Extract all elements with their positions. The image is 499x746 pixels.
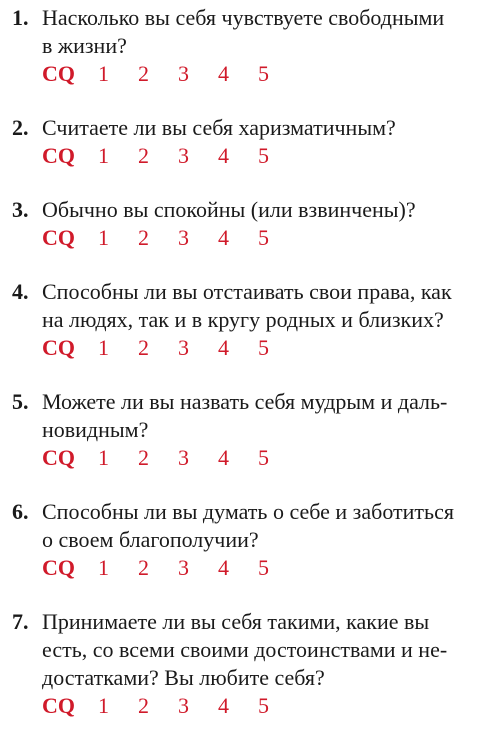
scale-option-3[interactable]: 3 — [178, 225, 189, 250]
rating-scale — [12, 334, 499, 362]
scale-option-1[interactable]: 1 — [98, 335, 109, 360]
scale-option-2[interactable]: 2 — [138, 445, 149, 470]
scale-option-5[interactable]: 5 — [258, 693, 269, 718]
scale-option-5[interactable]: 5 — [258, 61, 269, 86]
question-text-continued: есть, со всеми своими достоинствами и не- — [42, 637, 448, 662]
scale-option-5[interactable]: 5 — [258, 555, 269, 580]
scale-option-1[interactable]: 1 — [98, 693, 109, 718]
scale-option-5[interactable]: 5 — [258, 225, 269, 250]
rating-scale — [12, 444, 499, 472]
question-text: Принимаете ли вы себя такими, какие вы — [42, 609, 430, 634]
rating-scale — [12, 142, 499, 170]
question-3-line-1 — [12, 196, 499, 224]
scale-label: CQ — [42, 445, 75, 470]
question-4-line-1 — [12, 278, 499, 306]
question-3 — [12, 196, 499, 252]
scale-option-2[interactable]: 2 — [138, 693, 149, 718]
scale-label: CQ — [42, 335, 75, 360]
question-number: 5. — [12, 389, 29, 414]
scale-option-3[interactable]: 3 — [178, 693, 189, 718]
question-number: 6. — [12, 499, 29, 524]
question-6 — [12, 498, 499, 582]
scale-option-3[interactable]: 3 — [178, 61, 189, 86]
scale-option-1[interactable]: 1 — [98, 61, 109, 86]
scale-label: CQ — [42, 555, 75, 580]
scale-option-2[interactable]: 2 — [138, 61, 149, 86]
question-number: 2. — [12, 115, 29, 140]
question-number: 1. — [12, 5, 29, 30]
scale-label: CQ — [42, 693, 75, 718]
scale-option-2[interactable]: 2 — [138, 335, 149, 360]
scale-label: CQ — [42, 225, 75, 250]
question-2 — [12, 114, 499, 170]
scale-option-2[interactable]: 2 — [138, 143, 149, 168]
scale-option-4[interactable]: 4 — [218, 445, 229, 470]
scale-option-4[interactable]: 4 — [218, 61, 229, 86]
question-text-continued: в жизни? — [42, 33, 127, 58]
question-number: 4. — [12, 279, 29, 304]
scale-label: CQ — [42, 143, 75, 168]
scale-option-3[interactable]: 3 — [178, 445, 189, 470]
question-7-line-1 — [12, 608, 499, 636]
question-7 — [12, 608, 499, 720]
scale-option-4[interactable]: 4 — [218, 555, 229, 580]
scale-option-1[interactable]: 1 — [98, 555, 109, 580]
question-text-continued: новидным? — [42, 417, 149, 442]
scale-option-1[interactable]: 1 — [98, 225, 109, 250]
question-text: Способны ли вы думать о себе и заботиться — [42, 499, 454, 524]
scale-option-5[interactable]: 5 — [258, 335, 269, 360]
scale-option-4[interactable]: 4 — [218, 143, 229, 168]
scale-option-3[interactable]: 3 — [178, 143, 189, 168]
scale-label: CQ — [42, 61, 75, 86]
rating-scale — [12, 692, 499, 720]
question-text: Насколько вы себя чувствуете свободными — [42, 5, 445, 30]
scale-option-4[interactable]: 4 — [218, 225, 229, 250]
rating-scale — [12, 554, 499, 582]
question-text: Можете ли вы назвать себя мудрым и даль- — [42, 389, 448, 414]
question-5-line-1 — [12, 388, 499, 416]
rating-scale — [12, 224, 499, 252]
scale-option-3[interactable]: 3 — [178, 335, 189, 360]
question-6-line-1 — [12, 498, 499, 526]
question-number: 3. — [12, 197, 29, 222]
scale-option-4[interactable]: 4 — [218, 693, 229, 718]
question-1-line-1 — [12, 4, 499, 32]
question-1 — [12, 4, 499, 88]
scale-option-5[interactable]: 5 — [258, 445, 269, 470]
question-text: Обычно вы спокойны (или взвинчены)? — [42, 197, 416, 222]
question-text-continued: о своем благополучии? — [42, 527, 259, 552]
scale-option-2[interactable]: 2 — [138, 555, 149, 580]
scale-option-2[interactable]: 2 — [138, 225, 149, 250]
question-5 — [12, 388, 499, 472]
scale-option-1[interactable]: 1 — [98, 445, 109, 470]
question-text: Способны ли вы отстаивать свои права, как — [42, 279, 452, 304]
question-4 — [12, 278, 499, 362]
question-text: Считаете ли вы себя харизматичным? — [42, 115, 396, 140]
scale-option-4[interactable]: 4 — [218, 335, 229, 360]
rating-scale — [12, 60, 499, 88]
question-number: 7. — [12, 609, 29, 634]
scale-option-1[interactable]: 1 — [98, 143, 109, 168]
question-text-continued: на людях, так и в кругу родных и близких? — [42, 307, 444, 332]
scale-option-5[interactable]: 5 — [258, 143, 269, 168]
question-2-line-1 — [12, 114, 499, 142]
scale-option-3[interactable]: 3 — [178, 555, 189, 580]
question-text-continued: достатками? Вы любите себя? — [42, 665, 325, 690]
